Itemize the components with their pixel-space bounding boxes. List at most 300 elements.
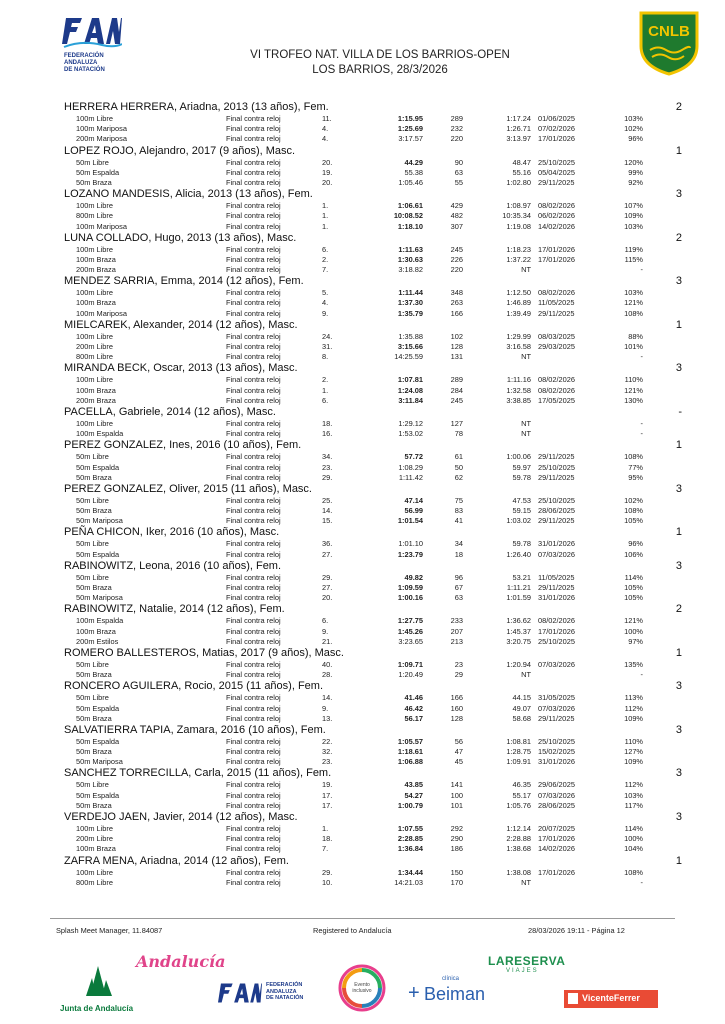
event-name: 100m Braza [76,844,116,854]
points: 47 [454,747,463,757]
points: 292 [450,824,463,833]
previous-best-date: 07/03/2026 [538,703,575,713]
previous-best-date: 20/07/2025 [538,824,575,833]
athlete-header [62,526,682,539]
event-name: 100m Espalda [76,616,124,626]
result-row [62,670,682,680]
swim-time: 1:09.71 [397,659,423,669]
swim-time: 1:36.84 [397,844,423,854]
swim-time: 57.72 [404,452,423,462]
improvement-percent: 119% [624,244,643,254]
athlete-name: ROMERO BALLESTEROS, Matias, 2017 (9 años), Masc. [64,646,344,659]
previous-best-date: 29/11/2025 [538,308,575,318]
beiman-small-text: clínica [442,976,460,982]
previous-best-date: 08/02/2026 [538,201,575,211]
result-row [62,573,682,583]
points: 166 [450,308,463,318]
improvement-percent: 103% [624,288,643,298]
improvement-percent: 107% [624,201,643,211]
place: 29. [322,867,333,877]
points: 75 [454,495,463,505]
result-row [62,124,682,134]
athlete-best-count: 2 [675,101,682,113]
round-type: Final contra reloj [226,157,281,167]
event-name: 100m Braza [76,385,116,395]
improvement-percent: 110% [624,375,643,385]
points: 56 [454,736,463,746]
round-type: Final contra reloj [226,375,281,385]
points: 63 [454,167,463,177]
previous-best-date: 07/03/2026 [538,549,575,559]
evento-inclusivo-text: Evento inclusivo [352,982,372,994]
results-list [62,101,682,888]
previous-best-time: 1:20.94 [506,659,531,669]
vicenteferrer-logo [564,990,658,1008]
event-name: 50m Espalda [76,549,120,559]
swim-time: 3:17.57 [398,134,423,144]
athlete-header [62,362,682,375]
fan-line-1: FEDERACIÓN [64,53,104,59]
improvement-percent: 108% [624,452,643,462]
previous-best-date: 07/03/2026 [538,790,575,800]
points: 213 [450,636,463,646]
event-name: 100m Libre [76,418,113,428]
place: 15. [322,516,333,526]
result-row [62,178,682,188]
points: 102 [450,331,463,341]
place: 6. [322,244,329,254]
swim-time: 2:28.85 [397,834,423,844]
points: 160 [450,703,463,713]
result-row [62,506,682,516]
points: 45 [454,757,463,767]
swim-time: 47.14 [404,495,423,505]
event-name: 50m Espalda [76,462,120,472]
points: 61 [454,452,463,462]
round-type: Final contra reloj [226,539,281,549]
event-name: 200m Braza [76,395,116,405]
athlete-header [62,145,682,158]
result-row [62,265,682,275]
previous-best-date: 07/02/2026 [538,124,575,134]
previous-best-date: 31/01/2026 [538,593,575,603]
event-name: 50m Braza [76,800,112,810]
place: 17. [322,790,333,800]
result-row [62,627,682,637]
result-row [62,878,682,888]
previous-best-time: 1:19.08 [506,221,531,231]
round-type: Final contra reloj [226,713,281,723]
swim-time: 1:34.44 [397,867,423,877]
swim-time: 54.27 [404,790,423,800]
points: 100 [450,790,463,800]
place: 28. [322,670,333,680]
previous-best-time: 1:45.37 [506,626,531,636]
event-name: 200m Braza [76,265,116,275]
points: 67 [454,583,463,592]
points: 128 [450,713,463,723]
previous-best-time: NT [521,418,531,428]
round-type: Final contra reloj [226,593,281,603]
improvement-percent: 108% [624,506,643,516]
previous-best-time: 47.53 [512,495,531,505]
place: 20. [322,177,333,187]
viajes-text: VIAJES [506,968,539,974]
event-name: 100m Espalda [76,429,124,439]
previous-best-date: 29/11/2025 [538,516,575,526]
previous-best-time: 1:00.06 [506,452,531,462]
points: 62 [454,472,463,482]
previous-best-date: 29/11/2025 [538,472,575,482]
athlete-name: PACELLA, Gabriele, 2014 (12 años), Masc. [64,405,276,418]
points: 207 [450,626,463,636]
improvement-percent: 92% [628,177,643,187]
improvement-percent: 110% [624,736,643,746]
place: 14. [322,693,333,703]
athlete-header [62,855,682,868]
athlete-section [62,724,682,768]
improvement-percent: 114% [624,572,643,582]
page-header [0,0,725,100]
event-name: 50m Mariposa [76,516,123,526]
result-row [62,429,682,439]
swim-time: 1:06.61 [397,201,423,211]
result-row [62,134,682,144]
swim-time: 1:00.79 [397,800,423,810]
round-type: Final contra reloj [226,177,281,187]
points: 186 [450,844,463,854]
event-name: 50m Espalda [76,790,120,800]
junta-emblem-icon [78,962,118,998]
result-row [62,352,682,362]
place: 23. [322,462,333,472]
swim-time: 56.99 [404,506,423,516]
points: 290 [450,834,463,844]
swim-time: 43.85 [404,780,423,790]
round-type: Final contra reloj [226,636,281,646]
points: 263 [450,298,463,308]
athlete-section [62,767,682,811]
previous-best-time: 55.16 [512,167,531,177]
previous-best-time: 59.97 [512,462,531,472]
footer-date-page: 28/03/2026 19:11 - Página 12 [528,926,625,935]
round-type: Final contra reloj [226,867,281,877]
points: 289 [450,375,463,385]
round-type: Final contra reloj [226,418,281,428]
athlete-best-count: 3 [675,767,682,780]
improvement-percent: 97% [628,636,643,646]
previous-best-date: 17/05/2025 [538,395,575,405]
event-name: 100m Libre [76,114,113,123]
points: 29 [454,670,463,680]
previous-best-time: 1:11.16 [506,375,531,385]
place: 25. [322,495,333,505]
previous-best-time: 59.78 [512,472,531,482]
swim-time: 1:01.54 [397,516,423,526]
swim-time: 1:18.10 [397,221,423,231]
previous-best-time: 53.21 [512,572,531,582]
points: 307 [450,221,463,231]
event-name: 100m Mariposa [76,124,127,134]
event-name: 200m Mariposa [76,134,127,144]
round-type: Final contra reloj [226,288,281,298]
result-row [62,375,682,385]
round-type: Final contra reloj [226,549,281,559]
result-row [62,593,682,603]
previous-best-time: 1:26.40 [506,549,531,559]
athlete-best-count: 3 [675,482,682,495]
result-row [62,114,682,124]
swim-time: 1:20.49 [398,670,423,680]
place: 16. [322,429,333,439]
place: 9. [322,703,329,713]
athlete-best-count: 1 [675,318,682,331]
place: 29. [322,472,333,482]
athlete-best-count: 3 [675,275,682,288]
event-name: 100m Libre [76,244,113,254]
footer-divider [50,918,675,919]
athlete-header [62,647,682,660]
previous-best-time: 1:05.76 [506,800,531,810]
athlete-name: MIRANDA BECK, Oscar, 2013 (13 años), Masc. [64,362,298,375]
event-name: 800m Libre [76,877,113,887]
previous-best-date: 17/01/2026 [538,254,575,264]
round-type: Final contra reloj [226,824,281,833]
improvement-percent: 112% [624,780,643,790]
round-type: Final contra reloj [226,124,281,134]
athlete-name: PEREZ GONZALEZ, Oliver, 2015 (11 años), Masc. [64,482,312,495]
result-row [62,791,682,801]
event-name: 50m Braza [76,177,112,187]
previous-best-time: 1:17.24 [506,114,531,123]
meet-title [0,48,725,78]
athlete-best-count: 1 [675,854,682,867]
place: 6. [322,395,329,405]
swim-time: 1:01.10 [398,539,423,549]
round-type: Final contra reloj [226,342,281,351]
previous-best-time: NT [521,670,531,680]
athlete-name: LOPEZ ROJO, Alejandro, 2017 (9 años), Masc. [64,144,296,157]
result-row [62,342,682,352]
improvement-percent: - [640,429,643,439]
athlete-section [62,526,682,559]
improvement-percent: 108% [624,308,643,318]
place: 6. [322,616,329,626]
points: 101 [450,800,463,810]
improvement-percent: 105% [624,516,643,526]
previous-best-time: 1:08.81 [506,736,531,746]
place: 7. [322,265,329,275]
athlete-best-count: 3 [675,723,682,736]
round-type: Final contra reloj [226,298,281,308]
round-type: Final contra reloj [226,254,281,264]
swim-time: 44.29 [404,157,423,167]
previous-best-time: 1:01.59 [506,593,531,603]
athlete-header [62,483,682,496]
place: 40. [322,659,333,669]
place: 23. [322,757,333,767]
athlete-name: HERRERA HERRERA, Ariadna, 2013 (13 años), Fem. [64,101,329,113]
place: 19. [322,780,333,790]
athlete-name: PEÑA CHICON, Iker, 2016 (10 años), Masc. [64,526,280,539]
round-type: Final contra reloj [226,452,281,462]
previous-best-date: 28/06/2025 [538,800,575,810]
points: 78 [454,429,463,439]
points: 131 [450,352,463,362]
athlete-name: LUNA COLLADO, Hugo, 2013 (13 años), Masc. [64,231,297,244]
place: 13. [322,713,333,723]
place: 29. [322,572,333,582]
improvement-percent: 106% [624,549,643,559]
event-name: 50m Espalda [76,736,120,746]
result-row [62,660,682,670]
athlete-section [62,362,682,406]
fan-line-2: ANDALUZA [64,60,98,66]
meet-title-line2: LOS BARRIOS, 28/3/2026 [312,64,448,76]
result-row [62,516,682,526]
result-row [62,298,682,308]
result-row [62,637,682,647]
previous-best-time: 1:46.89 [506,298,531,308]
previous-best-date: 31/01/2026 [538,539,575,549]
previous-best-time: 1:12.14 [506,824,531,833]
athlete-section [62,439,682,483]
swim-time: 1:08.29 [398,462,423,472]
result-row [62,747,682,757]
event-name: 100m Braza [76,298,116,308]
athlete-header [62,767,682,780]
previous-best-time: 3:38.85 [506,395,531,405]
athlete-name: MENDEZ SARRIA, Emma, 2014 (12 años), Fem. [64,275,304,288]
points: 226 [450,254,463,264]
result-row [62,168,682,178]
event-name: 800m Libre [76,352,113,362]
previous-best-time: 1:11.21 [506,583,531,592]
event-name: 100m Mariposa [76,221,127,231]
athlete-header [62,188,682,201]
swim-time: 1:00.16 [397,593,423,603]
event-name: 50m Braza [76,506,112,516]
place: 1. [322,201,329,211]
swim-time: 1:05.46 [398,177,423,187]
points: 220 [450,265,463,275]
event-name: 100m Libre [76,867,113,877]
place: 1. [322,211,329,221]
cnlb-shield-icon [638,10,700,76]
swim-time: 1:07.81 [397,375,423,385]
round-type: Final contra reloj [226,472,281,482]
beiman-text: Beiman [424,984,486,1004]
previous-best-time: NT [521,265,531,275]
result-row [62,693,682,703]
swim-time: 1:53.02 [398,429,423,439]
event-name: 50m Mariposa [76,757,123,767]
round-type: Final contra reloj [226,385,281,395]
athlete-section [62,647,682,680]
previous-best-time: 3:20.75 [506,636,531,646]
round-type: Final contra reloj [226,506,281,516]
improvement-percent: 104% [624,844,643,854]
swim-time: 1:11.42 [398,472,423,482]
round-type: Final contra reloj [226,844,281,854]
athlete-section [62,101,682,145]
previous-best-date: 11/05/2025 [538,572,575,582]
swim-time: 1:09.59 [397,583,423,592]
athlete-section [62,680,682,724]
athlete-header [62,724,682,737]
swim-time: 1:35.79 [397,308,423,318]
swim-time: 3:11.84 [398,395,423,405]
result-row [62,868,682,878]
round-type: Final contra reloj [226,308,281,318]
points: 55 [454,177,463,187]
event-name: 200m Libre [76,834,113,844]
place: 19. [322,167,333,177]
result-row [62,539,682,549]
fan-sponsor-text [266,982,303,1002]
swim-time: 14:21.03 [394,877,423,887]
points: 284 [450,385,463,395]
points: 220 [450,134,463,144]
previous-best-time: 10:35.34 [502,211,531,221]
place: 20. [322,157,333,167]
event-name: 50m Espalda [76,167,120,177]
round-type: Final contra reloj [226,659,281,669]
previous-best-date: 08/02/2026 [538,616,575,626]
athlete-best-count: 3 [675,811,682,823]
previous-best-time: 46.35 [512,780,531,790]
event-name: 50m Braza [76,670,112,680]
event-name: 50m Libre [76,693,109,703]
points: 127 [450,418,463,428]
athlete-best-count: 2 [675,603,682,616]
round-type: Final contra reloj [226,800,281,810]
athlete-section [62,319,682,363]
previous-best-time: 59.78 [512,539,531,549]
improvement-percent: - [640,418,643,428]
improvement-percent: - [640,265,643,275]
round-type: Final contra reloj [226,693,281,703]
result-row [62,780,682,790]
result-row [62,463,682,473]
place: 27. [322,583,333,592]
points: 128 [450,342,463,351]
round-type: Final contra reloj [226,516,281,526]
result-row [62,309,682,319]
previous-best-time: 44.15 [512,693,531,703]
place: 36. [322,539,333,549]
previous-best-date: 29/11/2025 [538,713,575,723]
round-type: Final contra reloj [226,221,281,231]
points: 34 [454,539,463,549]
footer-software: Splash Meet Manager, 11.84087 [56,926,163,935]
points: 41 [454,516,463,526]
points: 23 [454,659,463,669]
previous-best-time: 1:36.62 [506,616,531,626]
improvement-percent: 95% [628,472,643,482]
swim-time: 1:27.75 [397,616,423,626]
event-name: 50m Libre [76,539,109,549]
swim-time: 1:15.95 [397,114,423,123]
athlete-section [62,855,682,888]
result-row [62,245,682,255]
athlete-best-count: - [678,405,682,418]
previous-best-time: 1:37.22 [506,254,531,264]
improvement-percent: 103% [624,114,643,123]
previous-best-time: 1:39.49 [506,308,531,318]
improvement-percent: 109% [624,713,643,723]
place: 22. [322,736,333,746]
